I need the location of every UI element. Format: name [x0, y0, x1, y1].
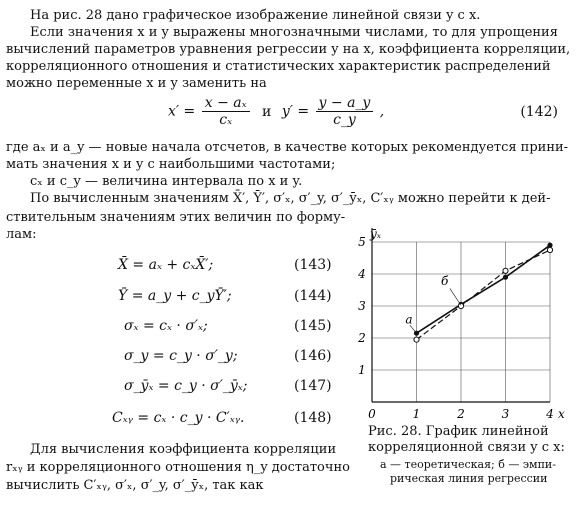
x-axis-label: x	[558, 407, 565, 421]
y-tick-label: 4	[358, 267, 366, 281]
equation-148: Cₓᵧ = cₓ · c_y · C′ₓᵧ.	[112, 410, 245, 426]
fraction-y	[316, 95, 374, 128]
formula-xprime: x′ =	[168, 103, 196, 120]
series-b-line	[417, 250, 551, 340]
series-b-label: б	[440, 274, 449, 289]
series-a-line	[417, 245, 551, 333]
equation-146: σ_y = c_y · σ′_y;	[124, 348, 238, 364]
x-tick-label: 3	[501, 407, 510, 421]
equation-number-143: (143)	[294, 257, 332, 273]
regression-chart	[352, 222, 568, 422]
equation-number-145: (145)	[294, 318, 332, 334]
paragraph2-line4: По вычисленным значениям X̄′, Ȳ′, σ′ₓ, σ′_y, σ′_ȳₓ, C′ₓᵧ можно перейти к дей-	[30, 191, 551, 206]
equation-145: σₓ = cₓ · σ′ₓ;	[124, 318, 208, 334]
equation-number-146: (146)	[294, 348, 332, 364]
x-tick-label: 1	[412, 407, 421, 421]
paragraph2-line3: cₓ и c_y — величина интервала по x и y.	[30, 174, 303, 189]
y-tick-label: 2	[358, 331, 366, 345]
series-a-label: а	[405, 312, 413, 327]
paragraph2-line5: ствительным значениям этих величин по форму-	[6, 210, 346, 225]
series-a-leader	[410, 325, 417, 333]
formula-comma: ,	[379, 103, 385, 120]
paragraph1-line1: На рис. 28 дано графическое изображение линейной связи y с x.	[30, 8, 481, 23]
equation-number-142: (142)	[520, 104, 558, 120]
paragraph1-line3: вычислений параметров уравнения регрессии y на x, коэффициента корреляции,	[6, 42, 571, 57]
formula-and: и	[262, 103, 272, 120]
paragraph3-line1: Для вычисления коэффициента корреляции	[30, 442, 337, 457]
y-tick-label: 3	[358, 299, 366, 313]
series-b-point	[414, 337, 419, 342]
equation-number-148: (148)	[294, 410, 332, 426]
series-b-point	[547, 247, 552, 252]
figure-caption-line1: Рис. 28. График линейной	[368, 424, 549, 439]
equation-number-147: (147)	[294, 378, 332, 394]
formula-142	[168, 95, 384, 128]
paragraph2-line6: лам:	[6, 227, 37, 242]
fraction-x	[202, 95, 250, 128]
formula-yprime: y′ =	[281, 103, 310, 120]
equation-number-144: (144)	[294, 288, 332, 304]
figure-legend-line1: а — теоретическая; б — эмпи-	[380, 458, 556, 471]
fraction-x-denominator: cₓ	[219, 112, 233, 128]
equation-144: Ȳ = a_y + c_yȲ′;	[118, 288, 232, 304]
y-tick-label: 1	[358, 363, 366, 377]
series-b-point	[503, 268, 508, 273]
paragraph3-line3: вычислить C′ₓᵧ, σ′ₓ, σ′_y, σ′_ȳₓ, так как	[6, 478, 264, 493]
paragraph1-line2: Если значения x и y выражены многозначными числами, то для упрощения	[30, 25, 558, 40]
y-axis-label: ȳₓ	[370, 227, 382, 241]
fraction-y-numerator: y − a_y	[316, 95, 374, 112]
paragraph2-line2: мать значения x и y с наибольшими частотами;	[6, 157, 336, 172]
paragraph1-line5: можно переменные x и y заменить на	[6, 76, 267, 91]
paragraph1-line4: корреляционного отношения и статистических характеристик распределений	[6, 59, 551, 74]
series-b-leader	[450, 288, 461, 305]
y-tick-label: 5	[358, 235, 366, 249]
fraction-x-numerator: x − aₓ	[202, 95, 250, 112]
series-a-point	[503, 275, 508, 280]
x-tick-label: 0	[368, 407, 376, 421]
equation-143: X̄ = aₓ + cₓX̄′;	[118, 257, 214, 273]
figure-legend-line2: рическая линия регрессии	[390, 472, 548, 485]
figure-caption-line2: корреляционной связи y с x:	[368, 440, 565, 455]
fraction-y-denominator: c_y	[333, 112, 356, 128]
paragraph2-line1: где aₓ и a_y — новые начала отсчетов, в качестве которых рекомендуется прини-	[6, 140, 569, 155]
series-b-point	[458, 303, 463, 308]
x-tick-label: 2	[457, 407, 465, 421]
equation-147: σ_ȳₓ = c_y · σ′_ȳₓ;	[124, 378, 248, 394]
x-tick-label: 4	[546, 407, 554, 421]
paragraph3-line2: rₓᵧ и корреляционного отношения η_y достаточно	[6, 460, 350, 475]
